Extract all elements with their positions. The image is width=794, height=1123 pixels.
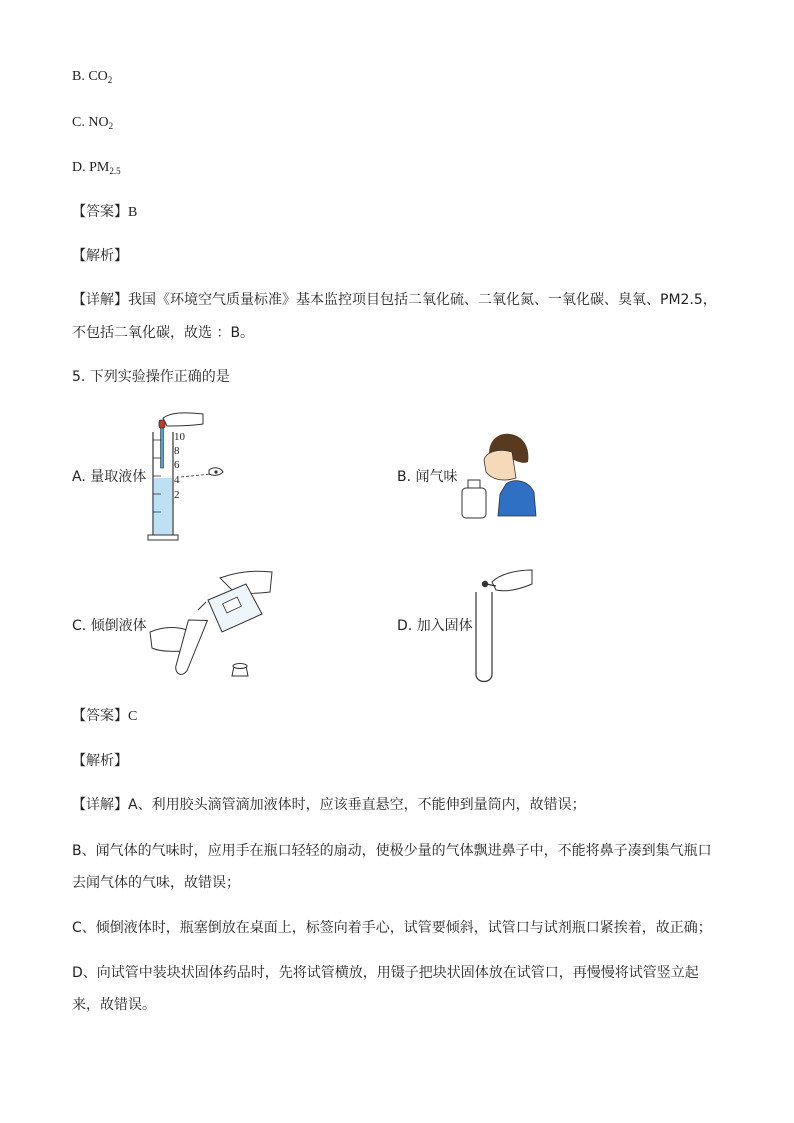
q5-analysis-tag: 【解析】 [72,753,128,769]
q5-detail-b-line2: 去闻气体的气味，故错误； [72,875,240,891]
option-b-co2: B. $CO_2$ [72,69,113,85]
q4-detail-line1: 【详解】我国《环境空气质量标准》基本监控项目包括二氧化硫、二氧化氮、一氧化碳、臭氧、PM2.5， [72,292,717,308]
q5-detail-b-line1: B、闻气体的气味时，应用手在瓶口轻轻的扇动，使极少量的气体飘进鼻子中，不能将鼻子凑到集气瓶口 [72,843,712,859]
smelling-gas-illustration [458,430,538,522]
q4-detail-line2: 不包括二氧化碳，故选 ：B。 [72,325,255,341]
q5-detail-d-line2: 来，故错误。 [72,997,156,1013]
adding-solid-illustration [470,566,535,686]
pouring-liquid-illustration [150,570,275,682]
cylinder-dropper-illustration [145,410,240,545]
option-c-no2: C. $NO_2$ [72,115,114,131]
cylinder-tick-10: 10 [174,431,185,443]
cylinder-tick-4: 4 [174,474,180,486]
q5-question: 5. 下列实验操作正确的是 [72,369,230,385]
q5-detail-c: C、倾倒液体时，瓶塞倒放在桌面上，标签向着手心，试管要倾斜，试管口与试剂瓶口紧挨着，故正确； [72,920,712,936]
cylinder-tick-6: 6 [174,459,180,471]
q5-option-c-label: C. 倾倒液体 [72,618,147,634]
q4-analysis-tag: 【解析】 [72,248,128,264]
q5-detail-d-line1: D、向试管中装块状固体药品时，先将试管横放，用镊子把块状固体放在试管口，再慢慢将试管竖立起 [72,965,699,981]
q5-detail-a: 【详解】A、利用胶头滴管滴加液体时，应该垂直悬空，不能伸到量筒内，故错误； [72,797,586,813]
q5-option-d-label: D. 加入固体 [397,618,473,634]
option-d-pm25: D. $PM_{2.5}$ [72,160,121,176]
q5-option-a-label: A. 量取液体 [72,469,147,485]
cylinder-tick-8: 8 [174,445,180,457]
cylinder-tick-2: 2 [174,489,180,501]
q5-option-b-label: B. 闻气味 [397,469,458,485]
q4-answer: 【答案】B [72,204,138,220]
q5-answer: 【答案】C [72,708,138,724]
